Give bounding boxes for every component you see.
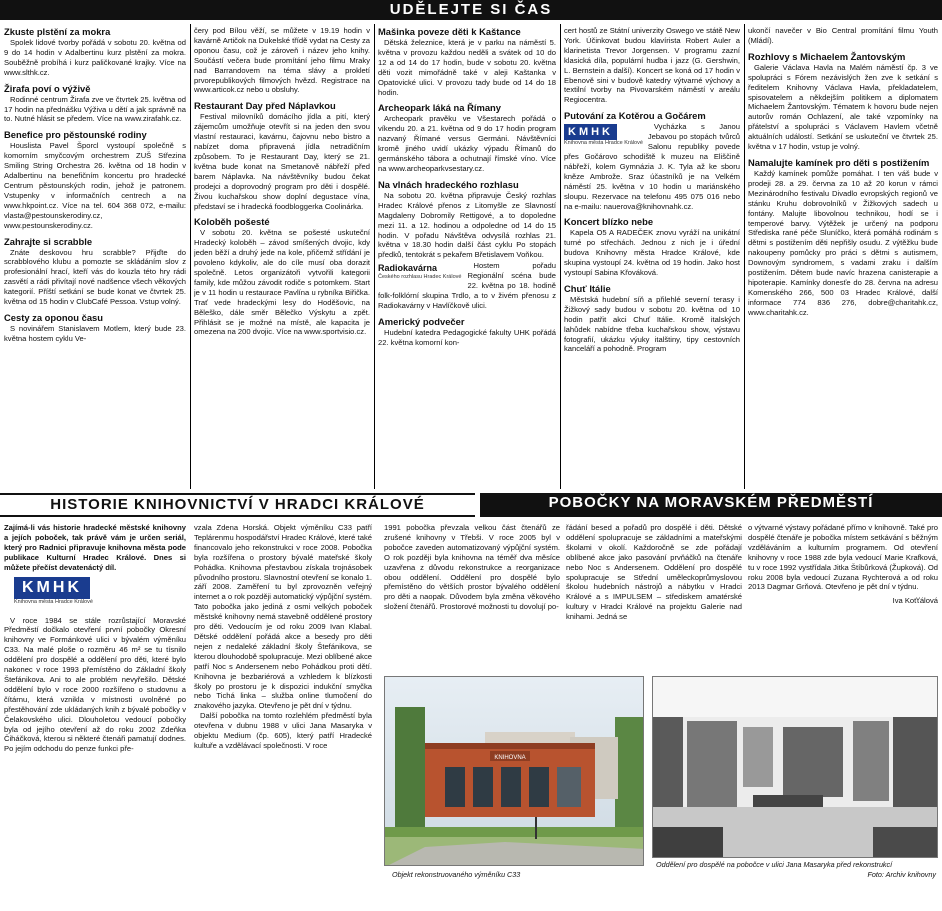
article-text: cert hostů ze Státní univerzity Oswego ve státě New York. Účinkovat budou klavírista Robert Auler a klarinetista Trevor Jorgensen. V programu zazní klasická díla, populární hudba i jazz (G. Gershwin, L. Bernstein a další). Koncert se koná od 17 hodin v Ebenově sini v budově katedry výtvarné výchovy a textilní tvorby na Pivovarském náměstí v areálu Regiocentra.: [564, 26, 740, 105]
article-heading: Chuť Itálie: [564, 282, 611, 294]
radio-logo-subtitle: Českého rozhlasu Hradec Králové: [378, 274, 462, 281]
article-heading: Žirafa poví o výživě: [4, 82, 91, 94]
history-section-header: [0, 493, 475, 517]
article-heading: Restaurant Day před Náplavkou: [194, 100, 336, 112]
bottom-column-4: [566, 523, 742, 673]
column-2: [194, 26, 370, 492]
article-text: Houslista Pavel Šporcl vystoupí společně s komorním smyčcovým orchestrem ZUŠ Střezina Smiling String Orchestra 26. května od 18 hodin v Adalbertinu na benefičním koncertu pro hradecké Centrum pěstounských rodin, jehož je patronem. Vstupenky v informačních centrech a na www.hkpoint.cz. Více na tel. 604 368 072, e-mailu: vlasta@pestounskerodiny.cz, www.pestounskerodiny.cz.: [4, 141, 186, 230]
article-heading: Zkuste plstění za mokra: [4, 26, 111, 37]
kmhk-logo: [564, 124, 643, 147]
bottom-column-3: [384, 523, 560, 673]
article-text: Festival milovníků domácího jídla a pití, který zájemcům umožňuje otevřít si na jeden den svou vlastní restauraci, kavárnu, čajovnu nebo bistro a nabízet doma připravená jídla netradičním způsobem. To je Restaurant Day, který se 21. května bude konat na Smetanově nábřeží před barem Náplavka. Na návštěvníky budou čekat prodejci a doprovodný program pro děti i dospělé. Živou kuchařskou show doplní degustace vína, představí se i hradecká foodbloggerka Coolinárka.: [194, 112, 370, 211]
photo-caption: Oddělení pro dospělé na pobočce v ulici Jana Masaryka před rekonstrukcí: [656, 860, 893, 869]
article-heading: Rozhlovy s Michaelem Žantovským: [748, 50, 906, 62]
library-interior-image: [653, 677, 938, 858]
interior-photo: [652, 676, 938, 858]
photo-caption: Objekt rekonstruovaného výměníku C33: [392, 870, 521, 879]
article-text: V sobotu 20. května se pošesté uskuteční Hradecký koloběh – závod smíšených dvojic, kdy jeden běží a druhý jede na kole, přičemž střídání je povoleno kdykoliv, ale do cíle musí oba dorazit společně. Letos organizátoři vytvořili kategorii family, kde můžou závodit rodiče s potomkem. Start je v 11 hodin u restaurace Pavlína u rybníka Biřička. Trať vede hradeckými lesy do Hoděšovic, na Běleško, dále směr Bělečko Výskytu a zpět. Přihlásit se je možné na místě, ale kapacita je omezena na 200 dvojic. Více na www.sportvisio.cz.: [194, 228, 370, 337]
column-4: [564, 26, 740, 492]
column-divider: [190, 24, 191, 489]
article-heading: Benefice pro pěstounské rodiny: [4, 129, 147, 141]
photo-credit: Foto: Archiv knihovny: [867, 870, 936, 879]
building-sign: KNIHOVNA: [494, 755, 526, 761]
article-text: Archeopark pravěku ve Všestarech pořádá o víkendu 20. a 21. května od 9 do 17 hodin program nazvaný Římané versus Germáni. Návštěvníci kromě jiného uvidí ukázky výpadu Římanů do germánského tábora a ochutnají římské víno. Více na www.archeoparkvsestary.cz.: [378, 114, 556, 173]
building-photo: [384, 676, 644, 866]
section-header-bar: [0, 0, 942, 20]
branches-section-title: POBOČKY NA MORAVSKÉM PŘEDMĚSTÍ: [548, 494, 874, 511]
branches-section-header: [480, 493, 942, 517]
kmhk-logo: [14, 577, 186, 606]
article-text: o výtvarné výstavy pořádané přímo v knihovně. Také pro dospělé čtenáře je pobočka místem setkávání s běžným vzděláváním a kulturním programem. Od otevření knihovny v roce 1988 zde byla vedoucí Marie Krafková, tu v roce 1992 vystřídala Jitka Štíbůrková (Župková). Od roku 2008 byla vedoucí Zuzana Rychterová a od roku 2013 Dagmar Grňová. Otevřeno je pět dní v týdnu.: [748, 523, 938, 592]
article-heading: Koloběh pošesté: [194, 216, 270, 228]
article-text: 1991 pobočka převzala velkou část čtenářů ze zrušené knihovny v Třebši. V roce 2005 byl v pobočce zaveden automatizovaný výpůjční systém. O rok později byla knihovna na téměř dva měsíce uzavřena z důvodu rekonstrukce a reorganizace obou oddělení. Oddělení pro dospělé bylo přemístěno do větších prostor bývalého oddělení pro děti a naopak. Důvodem byla změna věkového složení čtenářů. Prostorové možnosti tu dovolují po-: [384, 523, 560, 612]
building-image: [385, 677, 644, 866]
kmhk-logo-text: KMHK: [564, 124, 617, 140]
article-text: Rodinné centrum Žirafa zve ve čtvrtek 25. května od 17 hodin na přednášku Výživa u dětí a jak správně na to. Nutné hlásit se předem. Více na www.zirafahk.cz.: [4, 94, 186, 124]
column-1: [4, 26, 186, 492]
article-heading: Mašinka poveze děti k Kaštance: [378, 26, 521, 37]
article-heading: Archeopark láká na Římany: [378, 102, 501, 114]
article-text: Kapela O5 A RADEČEK znovu vyráží na unikátní turné po střechách. Jednou z nich je i úřední budova Knihovny města Hradce Králové, kde skupina vystoupí 24. května od 19 hodin. Jako host vystoupí Sabina Křováková.: [564, 228, 740, 278]
article-heading: Koncert blízko nebe: [564, 216, 654, 228]
article-heading: Na vlnách hradeckého rozhlasu: [378, 178, 519, 190]
article-text: Galerie Václava Havla na Malém náměstí čp. 3 ve spolupráci s Fórem nezávislých žen zve k setkání s ředitelem Knihovny Václava Havla, překladatelem, spisovatelem a někdejším politikem a diplomatem Michaelem Žantovským. Tématem k hovoru bude nejen autorův román Ochlazení, ale také vzpomínky na přátelství a spolupráci s Václavem Havlem včetně aktuálních událostí. Setkání se uskuteční ve čtvrtek 25. května v 17 hodin, vstup je volný.: [748, 62, 938, 152]
article-text: Každý kamínek pomůže pomáhat. I ten váš bude v prodeji 28. a 29. června za 10 až 20 korun v rámci Mezinárodního festivalu Divadlo evropských regionů ve stánku Kruhu dobrovolníků v Žižkových sadech u fontány. Malujte libovolnou technikou, hodí se i temperové barvy. Výtěžek je určený na podporu Střediska rané péče Sluníčko, která pomáhá rodinám s dětmi s postižením děti nepřišly osudu. Z výtěžku bude nakoupeny pomůcky pro práci s dětmi s autismem, Downovým syndromem, s vadami zraku i dalším postižením. Dětem bude navíc hrazena canisterapie a hipoterapie. Kamínky donesťe do 28. června na adresu Komenského 266, 500 03 Hradec Králové, další informace 774 836 276, dobre@charitahk.cz, www.charitahk.cz.: [748, 168, 938, 317]
article-text: řádání besed a pořadů pro dospělé i děti. Dětské oddělení spolupracuje se základními a mateřskými školami v okolí. Každoročně se zde pořádají oblíbené akce jako pasování prvňáčků na čtenáře nebo Noc s Andersenem. Oddělení pro dospělé spolupracuje se Střední uměleckoprůmyslovou školou hudebních nástrojů a nábytku v Hradci Králové a s IMPULSEM – střediskem amatérské kultury v Hradci Králové na projektu Galerie nad knihami. Jedná se: [566, 523, 742, 622]
column-divider: [374, 24, 375, 489]
bottom-column-1: [4, 523, 186, 907]
article-text: Vycházka s Janou Jebavou po stopách tvůrců Salonu republiky povede přes Gočárovo schodiště k muzeu na Eliščině nábřeží, kolem Gymnázia J. K. Tyla až ke sboru kněze Ambrože. Sraz účastníků je na Velkém náměstí 25. května v 10 hodin u mariánského sloupu. Rezervace na telefonu 495 075 016 nebo na e-mailu: nauerova@knihovnahk.cz.: [564, 122, 740, 211]
article-text: ukončí navečer v Bio Central promítání filmu Youth (Mládí).: [748, 26, 938, 45]
section-title: UDĚLEJTE SI ČAS: [389, 1, 553, 18]
bottom-column-5: [748, 523, 938, 673]
article-heading: Namalujte kamínek pro děti s postižením: [748, 156, 930, 168]
article-text: Znáte deskovou hru scrabble? Přijďte do scrabblového klubu a pomozte se skládáním slov z profesionální hrací, kteří vás do kouzla této hry rádi zasvětí a rádi přivítají nové nadšence všech věkových kategorií. Příští setkání se bude konat ve čtvrtek 25. května od 15 hodin v ClubCafé Pessoa. Vstup volný.: [4, 247, 186, 307]
article-lead: [4, 523, 186, 573]
article-text: Městská hudební síň a přilehlé severní terasy i Žižkový sady budou v sobotu 20. května od 10 hodin patřit akci Chuť Itálie. Kromě italských lahůdek nabídne třeba kuchařskou show, výstavu fotografií, ukázku výuky italštiny, tipy cestovních kanceláří a pohodně. Program: [564, 294, 740, 354]
history-section-title: HISTORIE KNIHOVNICTVÍ V HRADCI KRÁLOVÉ: [50, 496, 425, 513]
article-heading: Americký podvečer: [378, 315, 465, 327]
lead-text: Zajímá-li vás historie hradecké městské knihovny a jejích poboček, tak právě vám je určen seriál, který pro Radnici připravuje knihovna města pode publikace Kulturní Hradec Králové. Dnes si můžete přečíst devatenáctý díl.: [4, 523, 186, 572]
article-heading: Putování za Kotěrou a Gočárem: [564, 110, 706, 122]
article-text: čery pod Bílou věží, se můžete v 19.19 hodin v kavárně Artičok na Dukelské třídě vydat na Cesty za oponou času, což je zároveň i název jeho knihy. Součástí večera bude promítání jeho filmu Mraky nad Barrandovem na téma slávy a prokletí prvorepublikových filmových hvězd. Registrace na www.articok.cz nebo u obsluhy.: [194, 26, 370, 95]
article-text: Na sobotu 20. května připravuje Český rozhlas Hradec Králové přenos z Litomyšle ze Slavností Magdaleny Dobromily Rettigové, a to dopoledne mezi 11. a 12. hodinou a odpoledne od 14 do 15 hodin. V pořadu Návštěva odvysílá rozhlas 21. května v 18.30 hodin další část cyklu Po stopách předků, tentokrát s pekařem Břetislavem Voňkou.: [378, 190, 556, 260]
radio-logo-text: Radiokavárna: [378, 263, 438, 274]
article-text: Hudební katedra Pedagogické fakulty UHK pořádá 22. května komorní kon-: [378, 327, 556, 347]
article-heading: Cesty za oponou času: [4, 311, 103, 323]
article-text: Dětská železnice, která je v parku na náměstí 5. května v provozu každou neděli a svátek od 10 do 12 a od 14 do 17 hodin, bude v sobotu 20. května děti vozit mimořádně také v aleji Kaštanka v Opatovické ulici. V provozu tady bude od 14 do 18 hodin.: [378, 38, 556, 97]
article-text: S novinářem Stanislavem Motlem, který bude 23. května hostem cyklu Ve-: [4, 323, 186, 343]
column-divider: [744, 24, 745, 489]
article-text: Další pobočka na tomto rozlehlém předměstí byla otevřena v dubnu 1988 v ulici Jana Masaryka v objektu Medium (čp. 605), který patří Hradecké kultuře a vzdělávací společnosti. V roce: [194, 711, 372, 750]
kmhk-logo-text: KMHK: [14, 577, 90, 599]
column-5: [748, 26, 938, 492]
column-divider: [560, 24, 561, 489]
article-text: vzala Zdena Horská. Objekt výměníku C33 patří Teplárenmu hospodářství Hradec Králové, které také financovalo jeho rekonstrukci v roce 2008. Pobočka byla rozšířena o prostory bývalé mateřské školy Pohádka. Knihovna přestavbou získala trojnásobek původního prostoru. Slavnostní otevření se konalo 1. září 2008. Zaměření tu byl zprovozněn veřejný internet a o rok později automatický výpůjční systém. Tato pobočka jako jediná z osmi velkých poboček městské knihovny nemá stavebně oddělené prostory pro děti. Vedoucím je od roku 2009 Ivan Klabal. Dětské oddělení pořádá akce a besedy pro děti nejen z nedaleké základní školy Štefánikova, se kterou dlouhodobě spolupracuje. Mezi oblíbené akce patří Noc s Andersenem nebo Pohádkou proti dětí. Knihovna je bezbariérová a vzhledem k blízkosti školy po prostoru je k dispozici indukční smyčka nebo Tichá linka – služba online tlumočení do znakového jazyka. Otevřeno je pět dní v týdnu.: [194, 523, 372, 711]
article-heading: Zahrajte si scrabble: [4, 235, 93, 247]
author-signature: Iva Koťťálová: [892, 596, 938, 606]
radiokavarna-logo: [378, 263, 461, 281]
column-3: [378, 26, 556, 492]
kmhk-logo-subtitle: Knihovna města Hradce Králové: [14, 598, 93, 605]
article-text: V roce 1984 se stále rozrůstající Moravské Předměstí dočkalo otevření první pobočky Okresní knihovny ve Formánkové ulici v bývalém výměníku C33. Na malé ploše o rozměru 46 m² se tu tísnilo oddělení pro dospělé a oddělení pro děti, které bylo nakonec v roce 1993 přemístěno do Základní školy Štefánikova. Ani to ale problém nevyřešilo. Dětské oddělení bylo v roce 2000 rozšířeno o studovnu a čítárnu, která vznikla v místnosti uvolněné po přestěhování zde ukládaných knih z bývalé pobočky v Čelakovského ulici. Dlouholetou vedoucí pobočky byla od jejího otevření až do roku 2002 Zdeňka Čiháčková, kterou si některé čtenáři pamatují dodnes. Po jejím odchodu do penze funkci pře-: [4, 615, 186, 754]
bottom-column-2: [194, 523, 372, 907]
kmhk-logo-subtitle: Knihovna města Hradce Králové: [564, 140, 643, 147]
article-text: Hostem pořadu Regionální scéna bude 22. května po 18. hodině folk-folklórní skupina Trdlo, a to v živém přenosu z Radiokavárny v Havlíčkově ulici.: [378, 261, 556, 310]
article-text: Spolek lidové tvorby pořádá v sobotu 20. května od 9 do 14 hodin v Adalbertinu kurz plstění za mokra. Souběžně probíhá i kurz paličkované krajky. Více na www.slthk.cz.: [4, 38, 186, 77]
